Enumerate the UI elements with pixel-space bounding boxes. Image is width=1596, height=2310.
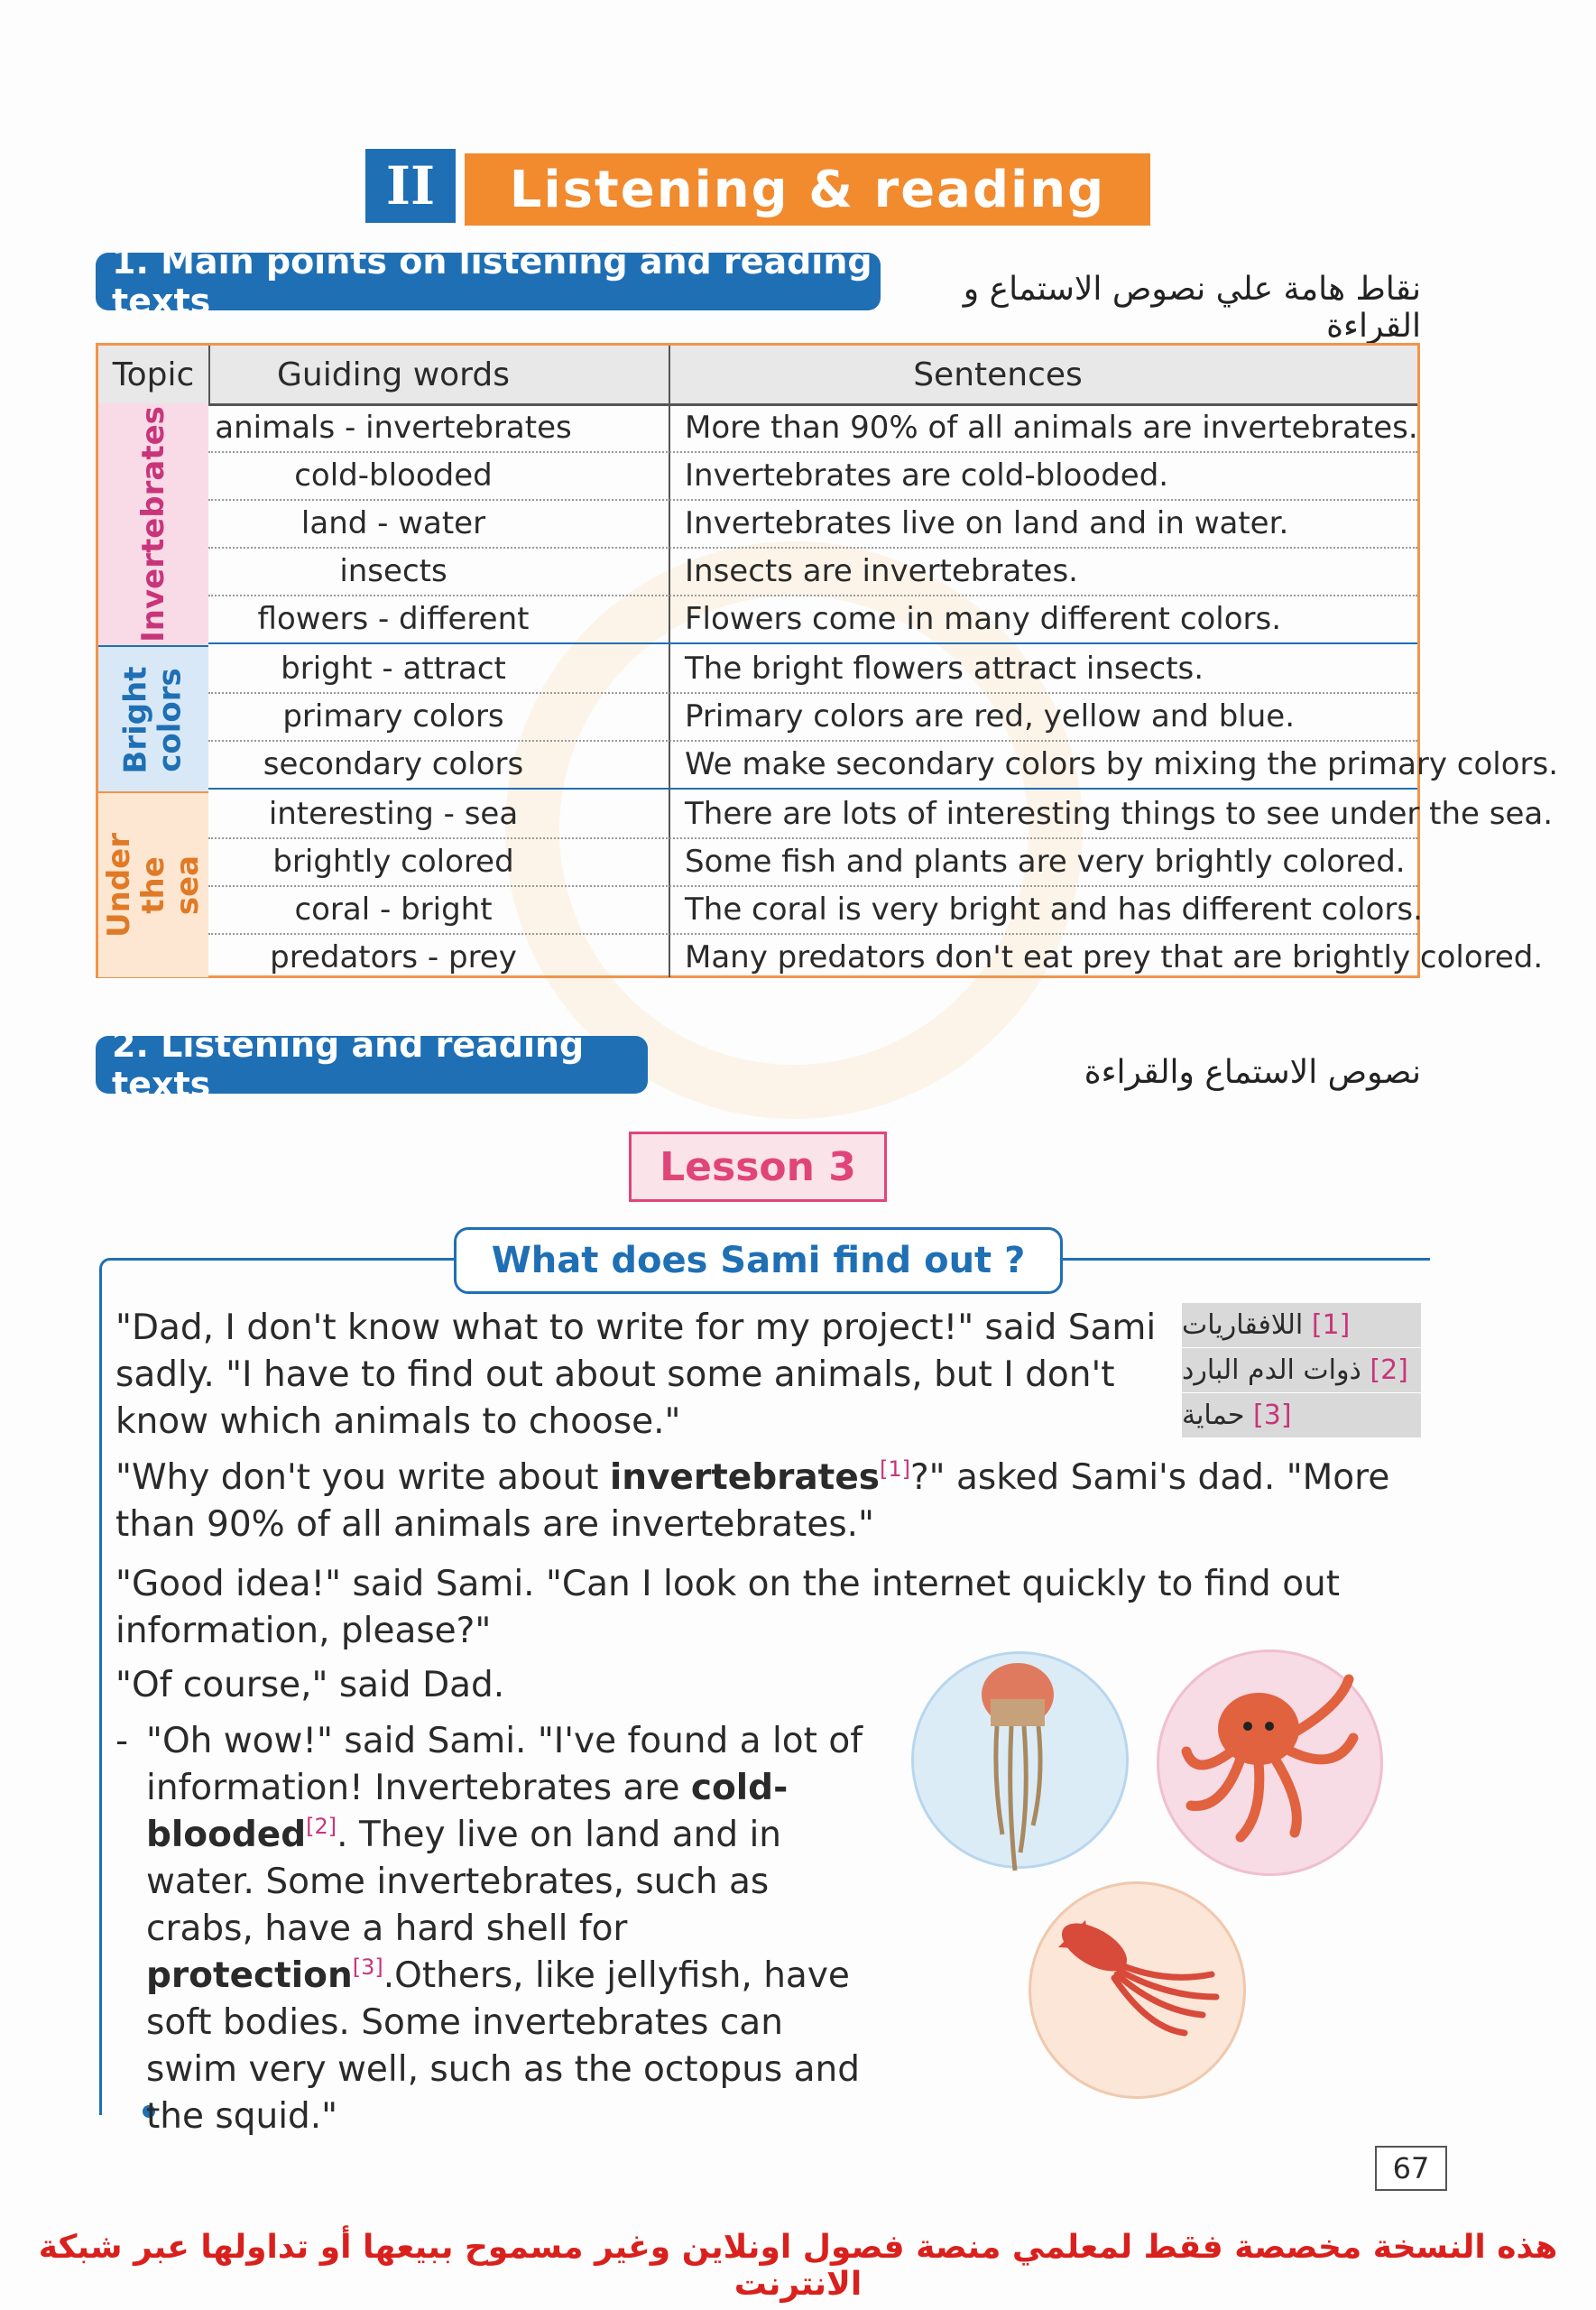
story-paragraph: "Good idea!" said Sami. "Can I look on the internet quickly to find out information, please?" [115,1564,1341,1651]
story-question: What does Sami find out ? [454,1227,1063,1294]
group-under-the-sea: Under the sea [98,791,208,977]
header-guiding-words: Guiding words [277,356,510,393]
header-topic: Topic [112,356,195,393]
table-row: flowers - different Flowers come in many different colors. [208,595,1417,644]
part2-arabic: نصوص الاستماع والقراءة [1084,1054,1421,1091]
table-row: secondary colors We make secondary colors by mixing the primary colors. [208,740,1417,790]
story-paragraph: "Dad, I don't know what to write for my project!" said Sami sadly. "I have to find out about some animals, but I don't know which animals to choose." [115,1307,1157,1442]
story-paragraph: "Of course," said Dad. [115,1665,505,1705]
glossary-item: [2] ذوات الدم البارد [1182,1348,1421,1392]
table-row: cold-blooded Invertebrates are cold-blooded. [208,451,1417,501]
glossary-item: [3] حماية [1182,1393,1421,1437]
table-row: animals - invertebrates More than 90% of all animals are invertebrates. [208,403,1417,453]
section-number: II [365,149,456,223]
glossary-item: [1] اللافقاريات [1182,1303,1421,1347]
table-row: predators - prey Many predators don't eat prey that are brightly colored. [270,938,1544,975]
story-paragraph: "Why don't you write about invertebrates[1]?" asked Sami's dad. "More than 90% of all animals are invertebrates." [115,1456,1390,1545]
lesson-title: Lesson 3 [629,1132,887,1202]
part1-label: 1. Main points on listening and reading texts [96,253,881,310]
section-title: Listening & reading [465,153,1150,226]
squid-image [1029,1881,1246,2099]
group-bright-colors: Bright colors [98,645,208,793]
table-header [98,346,1417,406]
part2-label: 2. Listening and reading texts [96,1036,648,1094]
part1-arabic: نقاط هامة علي نصوص الاستماع و القراءة [963,271,1421,345]
column-divider [208,346,210,403]
header-sentences: Sentences [913,356,1083,393]
story-paragraph: "Oh wow!" said Sami. "I've found a lot of information! Invertebrates are cold-blooded[2]. They live on land and in water. Some invertebrates, such as crabs, have a hard shell for protection[3].Others, like jellyfish, have soft bodies. Some invertebrates can swim very well, such as the octopus and the squid." [146,1721,863,2137]
table-row: primary colors Primary colors are red, yellow and blue. [208,692,1417,742]
table-row: insects Insects are invertebrates. [208,547,1417,596]
footer-disclaimer: هذه النسخة مخصصة فقط لمعلمي منصة فصول اونلاين وغير مسموح ببيعها أو تداولها عبر شبكة الانترنت [38,2229,1558,2303]
table-row: brightly colored Some fish and plants are very brightly colored. [208,837,1417,887]
table-row: land - water Invertebrates live on land and in water. [208,499,1417,549]
main-points-table [96,343,1559,978]
group-invertebrates: Invertebrates [98,403,208,645]
story-dash: - [115,1721,129,1761]
table-row: bright - attract The bright flowers attract insects. [208,644,1417,694]
table-row: interesting - sea There are lots of interesting things to see under the sea. [208,790,1417,839]
octopus-image [1157,1649,1383,1876]
jellyfish-image [911,1651,1129,1869]
table-row: coral - bright The coral is very bright and has different colors. [208,885,1417,935]
page-number: 67 [1375,2146,1447,2191]
